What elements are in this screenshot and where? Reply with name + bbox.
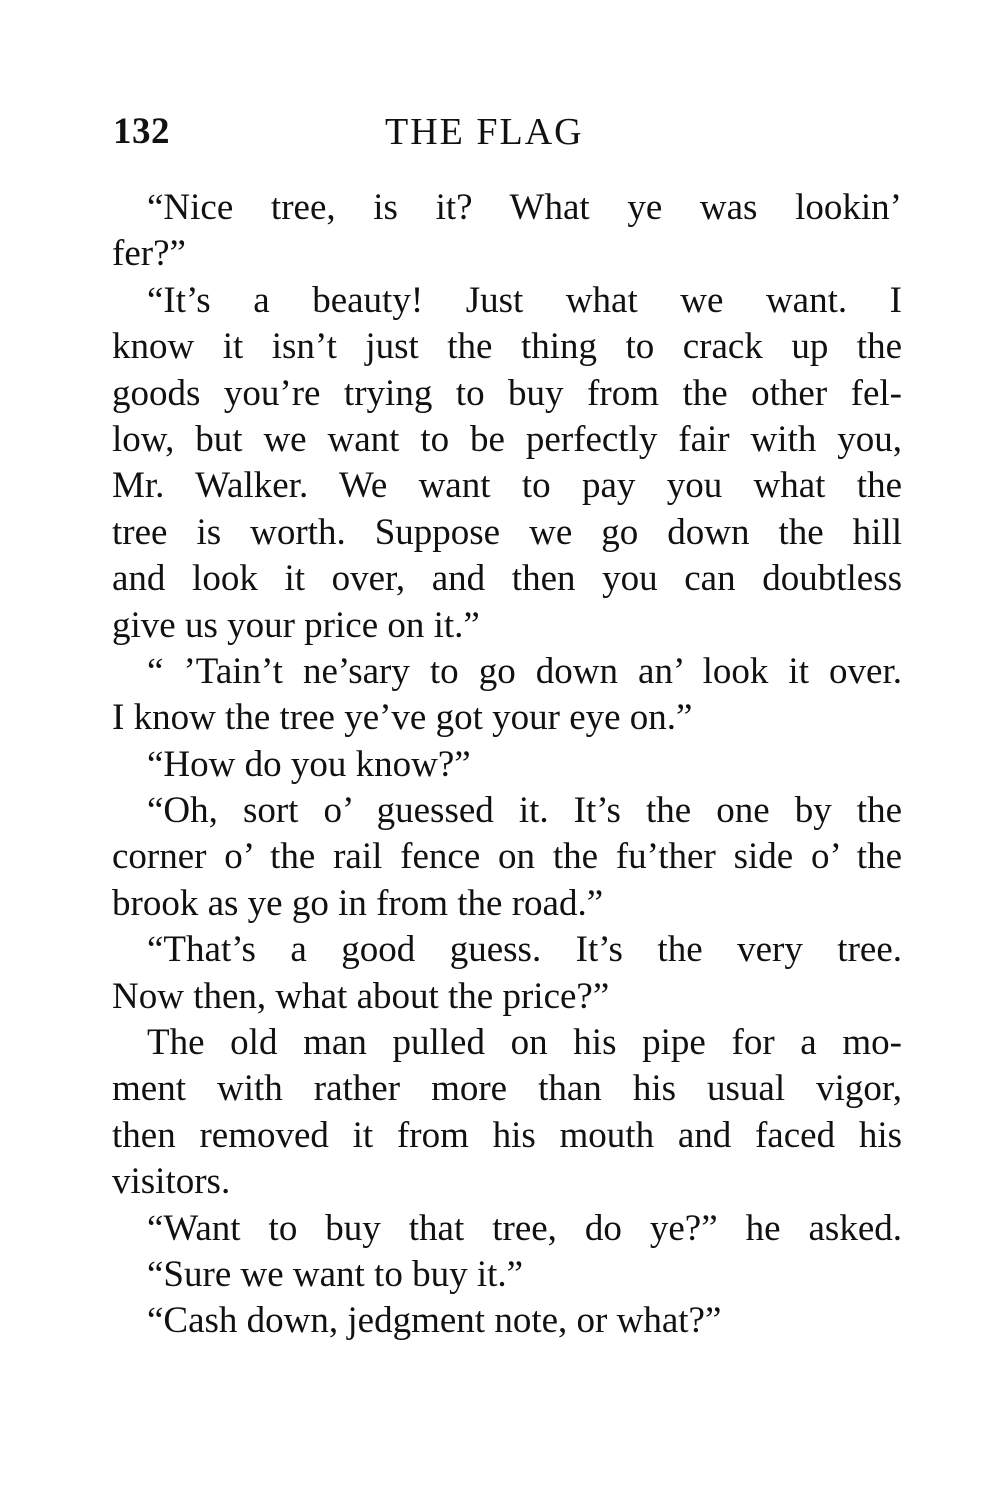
text-line: “Oh, sort o’ guessed it. It’s the one by the — [147, 790, 902, 832]
text-line: “Nice tree, is it? What ye was lookin’ — [147, 187, 902, 228]
text-line: fer?” — [112, 233, 186, 275]
text-line: and look it over, and then you can doubtless — [112, 558, 902, 600]
text-line: goods you’re trying to buy from the other fel- — [112, 372, 902, 414]
body-text — [112, 185, 902, 1345]
text-line: “ ’Tain’t ne’sary to go down an’ look it over. — [147, 650, 902, 692]
text-line: “Sure we want to buy it.” — [147, 1253, 524, 1295]
text-line: “That’s a good guess. It’s the very tree. — [147, 929, 902, 971]
text-line: Now then, what about the price?” — [112, 975, 610, 1017]
text-line: brook as ye go in from the road.” — [112, 882, 604, 924]
text-line: give us your price on it.” — [112, 604, 480, 646]
text-line: “Want to buy that tree, do ye?” he asked. — [147, 1207, 902, 1249]
text-line: The old man pulled on his pipe for a mo- — [147, 1022, 902, 1064]
text-line: ment with rather more than his usual vigor, — [112, 1068, 902, 1110]
text-line: Mr. Walker. We want to pay you what the — [112, 465, 902, 507]
text-line: tree is worth. Suppose we go down the hill — [112, 511, 902, 553]
text-line: corner o’ the rail fence on the fu’ther side o’ the — [112, 836, 902, 878]
text-line: low, but we want to be perfectly fair with you, — [112, 418, 902, 460]
page-header — [113, 110, 903, 160]
text-line: “It’s a beauty! Just what we want. I — [147, 279, 902, 321]
text-line: know it isn’t just the thing to crack up the — [112, 326, 902, 368]
page-number: 132 — [113, 111, 170, 152]
text-line: “Cash down, jedgment note, or what?” — [147, 1300, 722, 1342]
running-title: THE FLAG — [385, 111, 584, 153]
text-line: then removed it from his mouth and faced his — [112, 1114, 902, 1156]
text-line: “How do you know?” — [147, 743, 471, 785]
text-line: I know the tree ye’ve got your eye on.” — [112, 697, 693, 739]
text-line: visitors. — [112, 1161, 231, 1203]
